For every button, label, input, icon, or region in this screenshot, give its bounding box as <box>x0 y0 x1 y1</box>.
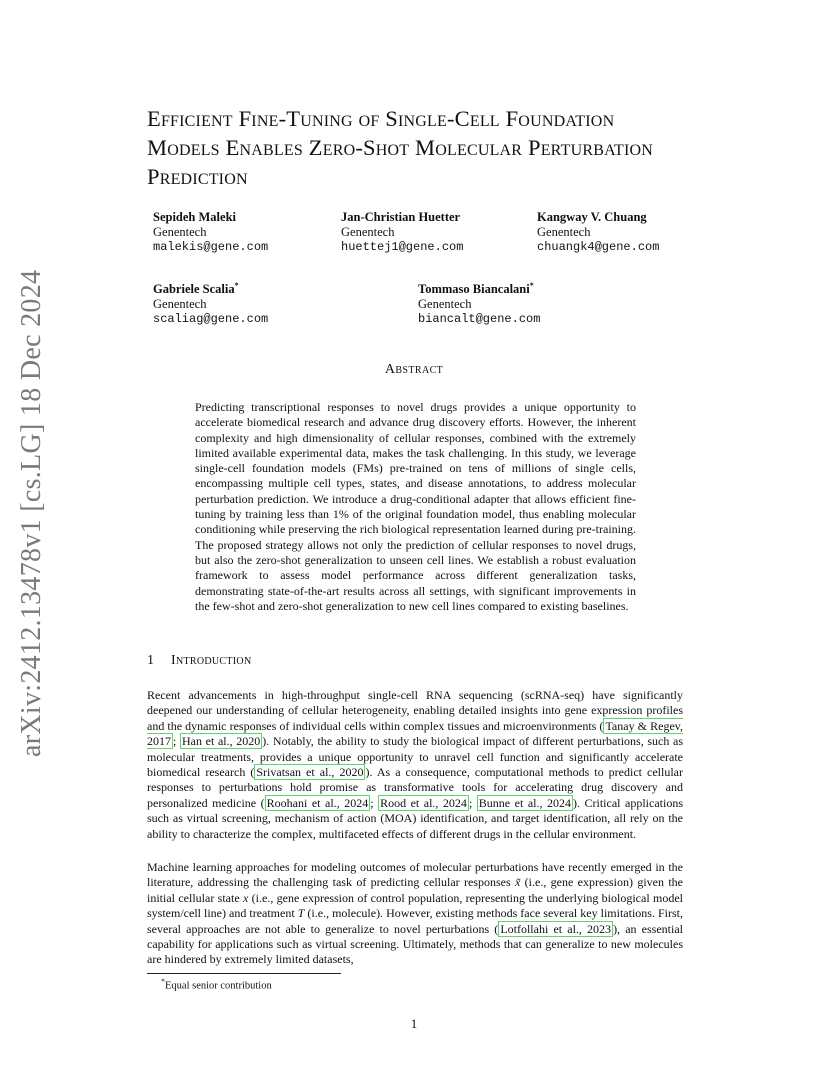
author-email[interactable]: scaliag@gene.com <box>153 312 269 327</box>
footnote-mark: * <box>161 977 165 986</box>
author-block <box>418 278 540 327</box>
arxiv-identifier-stamp: arXiv:2412.13478v1 [cs.LG] 18 Dec 2024 <box>16 269 47 757</box>
math-symbol: x̃ <box>515 875 521 890</box>
citation-link[interactable]: Bunne et al., 2024 <box>478 795 571 810</box>
citation-link[interactable]: Rood et al., 2024 <box>380 795 467 810</box>
author-block <box>153 210 268 255</box>
paper-title: Efficient Fine-Tuning of Single-Cell Foundation Models Enables Zero-Shot Molecular Perturbation Prediction <box>147 106 654 189</box>
author-affiliation: Genentech <box>153 297 207 312</box>
author-email[interactable]: huettej1@gene.com <box>341 240 464 254</box>
intro-paragraph-1: Recent advancements in high-throughput single-cell RNA sequencing (scRNA-seq) have significantly deepened our understanding of cellular heterogeneity, enabling detailed insights into gene expression profiles and the dynamic responses of individual cells within complex tissues and microenvironments ( Tanay & Regev, 2017 ; Han et al., 2020 ). Notably, the ability to study the biological impact of different perturbations, such as molecular treatments, provides a unique opportunity to unravel cell function and significantly accelerate biomedical research ( Srivatsan et al., 2020 ). As a consequence, computational methods to predict cellular responses to perturbations hold promise as transformative tools for accelerating drug discovery and personalized medicine ( Roohani et al., 2024 ; Rood et al., 2024 ; Bunne et al., 2024 ). Critical applications such as virtual screening, mechanism of action (MOA) identification, and target identification, all rely on the ability to characterize the complex, multifaceted effects of different drugs in the cellular environment. <box>147 688 684 841</box>
abstract-text: Predicting transcriptional responses to novel drugs provides a unique opportunity to accelerate biomedical research and advance drug discovery efforts. However, the inherent complexity and high dimensionality of cellular responses, combined with the extremely limited available experimental data, makes the task challenging. In this study, we leverage single-cell foundation models (FMs) pre-trained on tens of millions of single cells, encompassing multiple cell types, states, and disease annotations, to address molecular perturbation prediction. We introduce a drug-conditional adapter that allows efficient fine-tuning by training less than 1% of the original foundation model, thus enabling molecular conditioning while preserving the rich biological representation learned during pre-training. The proposed strategy allows not only the prediction of cellular responses to novel drugs, but also the zero-shot generalization to unseen cell lines. We establish a robust evaluation framework to assess model performance across different generalization tasks, demonstrating state-of-the-art results across all settings, with significant improvements in the few-shot and zero-shot generalization to new cell lines compared to existing baselines. <box>195 400 636 613</box>
footnote-text: Equal senior contribution <box>165 980 272 992</box>
author-name: Jan-Christian Huetter <box>341 210 461 224</box>
citation-link[interactable]: Lotfollahi et al., 2023 <box>500 921 612 936</box>
citation-link[interactable]: Han et al., 2020 <box>182 734 261 749</box>
author-email[interactable]: biancalt@gene.com <box>418 312 541 327</box>
citation-link[interactable]: Roohani et al., 2024 <box>266 795 369 810</box>
equal-contribution-mark: * <box>529 281 534 290</box>
author-affiliation: Genentech <box>418 297 472 312</box>
section-number: 1 <box>147 653 155 668</box>
author-affiliation: Genentech <box>153 225 207 239</box>
author-email[interactable]: malekis@gene.com <box>153 240 269 254</box>
author-name: Sepideh Maleki <box>153 210 236 224</box>
author-name: Tommaso Biancalani* <box>418 281 534 297</box>
author-block <box>537 210 659 255</box>
author-affiliation: Genentech <box>341 225 395 239</box>
math-symbol: T <box>297 906 305 921</box>
section-heading <box>147 653 251 669</box>
author-block <box>153 278 268 327</box>
author-name: Kangway V. Chuang <box>537 210 647 224</box>
citation-link[interactable]: Tanay & Regev, 2017 <box>147 718 683 749</box>
footnote-divider <box>147 973 341 974</box>
abstract-heading: Abstract <box>384 362 444 377</box>
intro-paragraph-2: Machine learning approaches for modeling outcomes of molecular perturbations have recently emerged in the literature, addressing the challenging task of predicting cellular responses x̃ (i.e., gene expression) given the initial cellular state x (i.e., gene expression of control population, representing the underlying biological model system/cell line) and treatment T (i.e., molecule). However, existing methods face several key limitations. First, several approaches are not able to generalize to novel perturbations ( Lotfollahi et al., 2023 ), an essential capability for applications such as virtual screening. Ultimately, methods that can generalize to new molecules are hindered by extremely limited datasets, <box>147 860 683 967</box>
section-title: Introduction <box>171 653 252 668</box>
footnote <box>161 977 272 992</box>
author-affiliation: Genentech <box>537 225 591 239</box>
author-email[interactable]: chuangk4@gene.com <box>537 240 660 254</box>
author-block <box>341 210 463 255</box>
equal-contribution-mark: * <box>234 281 239 290</box>
page-number: 1 <box>410 1016 418 1031</box>
math-symbol: x <box>243 890 249 905</box>
citation-link[interactable]: Srivatsan et al., 2020 <box>256 765 364 780</box>
author-name: Gabriele Scalia* <box>153 281 239 297</box>
